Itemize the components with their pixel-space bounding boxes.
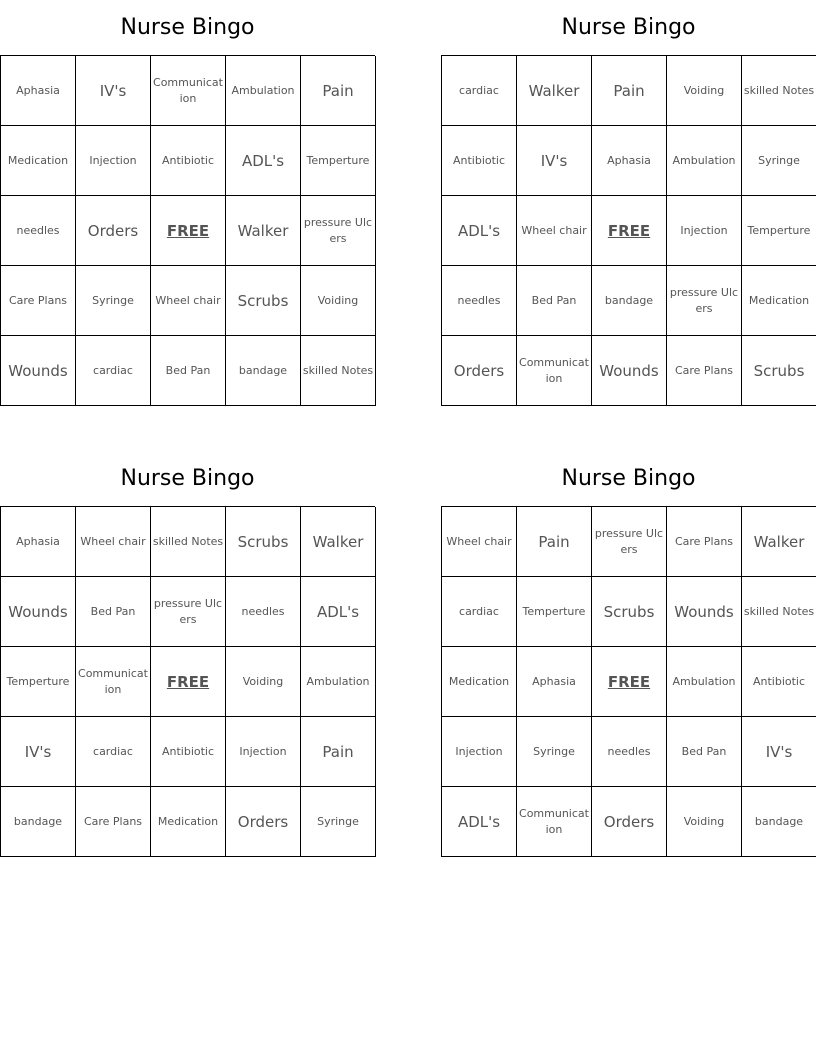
bingo-cell: Pain	[517, 507, 592, 577]
bingo-cell: Syringe	[76, 266, 151, 336]
bingo-cell: ADL's	[442, 196, 517, 266]
bingo-card	[0, 451, 375, 857]
bingo-cell: Medication	[151, 787, 226, 857]
bingo-card	[441, 0, 816, 406]
bingo-cell: Bed Pan	[151, 336, 226, 406]
bingo-cell: Bed Pan	[517, 266, 592, 336]
bingo-cell: Syringe	[742, 126, 816, 196]
bingo-cell: Pain	[301, 56, 376, 126]
bingo-cell: Walker	[301, 507, 376, 577]
card-title: Nurse Bingo	[561, 15, 696, 40]
bingo-cell: Medication	[442, 647, 517, 717]
bingo-cell: Voiding	[226, 647, 301, 717]
bingo-cell: Scrubs	[226, 266, 301, 336]
bingo-cell: skilled Notes	[301, 336, 376, 406]
bingo-cell: Medication	[1, 126, 76, 196]
free-space: FREE	[592, 196, 667, 266]
bingo-cell: needles	[442, 266, 517, 336]
bingo-cell: Aphasia	[1, 56, 76, 126]
bingo-cell: Wheel chair	[151, 266, 226, 336]
bingo-cell: Ambulation	[226, 56, 301, 126]
bingo-cell: Wounds	[1, 577, 76, 647]
bingo-cell: Pain	[592, 56, 667, 126]
bingo-cell: Ambulation	[667, 126, 742, 196]
bingo-cell: Injection	[442, 717, 517, 787]
bingo-cell: pressure Ulcers	[151, 577, 226, 647]
bingo-cell: bandage	[226, 336, 301, 406]
bingo-cell: Medication	[742, 266, 816, 336]
card-title: Nurse Bingo	[561, 466, 696, 491]
bingo-cell: cardiac	[442, 56, 517, 126]
bingo-cell: Wounds	[667, 577, 742, 647]
bingo-card	[0, 0, 375, 406]
bingo-cell: Walker	[226, 196, 301, 266]
bingo-cell: needles	[226, 577, 301, 647]
card-title: Nurse Bingo	[120, 15, 255, 40]
bingo-grid	[441, 55, 816, 406]
bingo-cell: Walker	[517, 56, 592, 126]
bingo-cell: Voiding	[301, 266, 376, 336]
bingo-cell: pressure Ulcers	[592, 507, 667, 577]
bingo-cell: IV's	[517, 126, 592, 196]
bingo-cell: Bed Pan	[667, 717, 742, 787]
bingo-cell: Ambulation	[301, 647, 376, 717]
bingo-cell: Aphasia	[592, 126, 667, 196]
bingo-cell: Wheel chair	[442, 507, 517, 577]
bingo-cell: skilled Notes	[742, 56, 816, 126]
bingo-cell: needles	[1, 196, 76, 266]
bingo-cell: Antibiotic	[742, 647, 816, 717]
bingo-cell: skilled Notes	[742, 577, 816, 647]
bingo-cell: Wounds	[1, 336, 76, 406]
bingo-cell: Orders	[226, 787, 301, 857]
bingo-cell: skilled Notes	[151, 507, 226, 577]
bingo-cell: ADL's	[301, 577, 376, 647]
bingo-cell: Care Plans	[667, 336, 742, 406]
bingo-cell: cardiac	[442, 577, 517, 647]
bingo-cell: Aphasia	[1, 507, 76, 577]
free-space: FREE	[592, 647, 667, 717]
bingo-cell: Orders	[442, 336, 517, 406]
bingo-cell: needles	[592, 717, 667, 787]
bingo-cell: Injection	[226, 717, 301, 787]
bingo-cell: Injection	[76, 126, 151, 196]
bingo-cell: bandage	[592, 266, 667, 336]
bingo-cell: Voiding	[667, 56, 742, 126]
bingo-cell: Antibiotic	[151, 126, 226, 196]
bingo-cell: Communication	[76, 647, 151, 717]
bingo-cell: Wheel chair	[517, 196, 592, 266]
bingo-cell: cardiac	[76, 336, 151, 406]
bingo-cell: IV's	[1, 717, 76, 787]
bingo-cell: Scrubs	[742, 336, 816, 406]
bingo-cell: Wheel chair	[76, 507, 151, 577]
bingo-cell: Syringe	[517, 717, 592, 787]
bingo-cell: Walker	[742, 507, 816, 577]
bingo-grid	[441, 506, 816, 857]
bingo-cell: Temperture	[1, 647, 76, 717]
bingo-cell: Syringe	[301, 787, 376, 857]
bingo-cell: Orders	[76, 196, 151, 266]
bingo-cell: bandage	[1, 787, 76, 857]
bingo-cell: Bed Pan	[76, 577, 151, 647]
bingo-cell: Orders	[592, 787, 667, 857]
bingo-cell: ADL's	[442, 787, 517, 857]
card-title: Nurse Bingo	[120, 466, 255, 491]
bingo-cell: cardiac	[76, 717, 151, 787]
bingo-cell: ADL's	[226, 126, 301, 196]
bingo-cell: Ambulation	[667, 647, 742, 717]
bingo-cell: Pain	[301, 717, 376, 787]
free-space: FREE	[151, 647, 226, 717]
bingo-cell: Communication	[151, 56, 226, 126]
free-space: FREE	[151, 196, 226, 266]
bingo-cell: Antibiotic	[442, 126, 517, 196]
bingo-grid	[0, 55, 375, 406]
bingo-cell: Voiding	[667, 787, 742, 857]
bingo-cell: Care Plans	[667, 507, 742, 577]
bingo-grid	[0, 506, 375, 857]
bingo-cell: Scrubs	[226, 507, 301, 577]
bingo-cell: Antibiotic	[151, 717, 226, 787]
bingo-cell: Scrubs	[592, 577, 667, 647]
bingo-cell: Temperture	[301, 126, 376, 196]
bingo-cell: IV's	[742, 717, 816, 787]
bingo-cell: IV's	[76, 56, 151, 126]
bingo-cell: bandage	[742, 787, 816, 857]
bingo-cell: Care Plans	[1, 266, 76, 336]
bingo-cell: Wounds	[592, 336, 667, 406]
bingo-cell: Temperture	[517, 577, 592, 647]
bingo-cell: pressure Ulcers	[667, 266, 742, 336]
bingo-cell: Injection	[667, 196, 742, 266]
bingo-cell: pressure Ulcers	[301, 196, 376, 266]
bingo-card	[441, 451, 816, 857]
bingo-cell: Communication	[517, 336, 592, 406]
bingo-cell: Temperture	[742, 196, 816, 266]
bingo-cell: Aphasia	[517, 647, 592, 717]
bingo-cell: Communication	[517, 787, 592, 857]
bingo-cell: Care Plans	[76, 787, 151, 857]
